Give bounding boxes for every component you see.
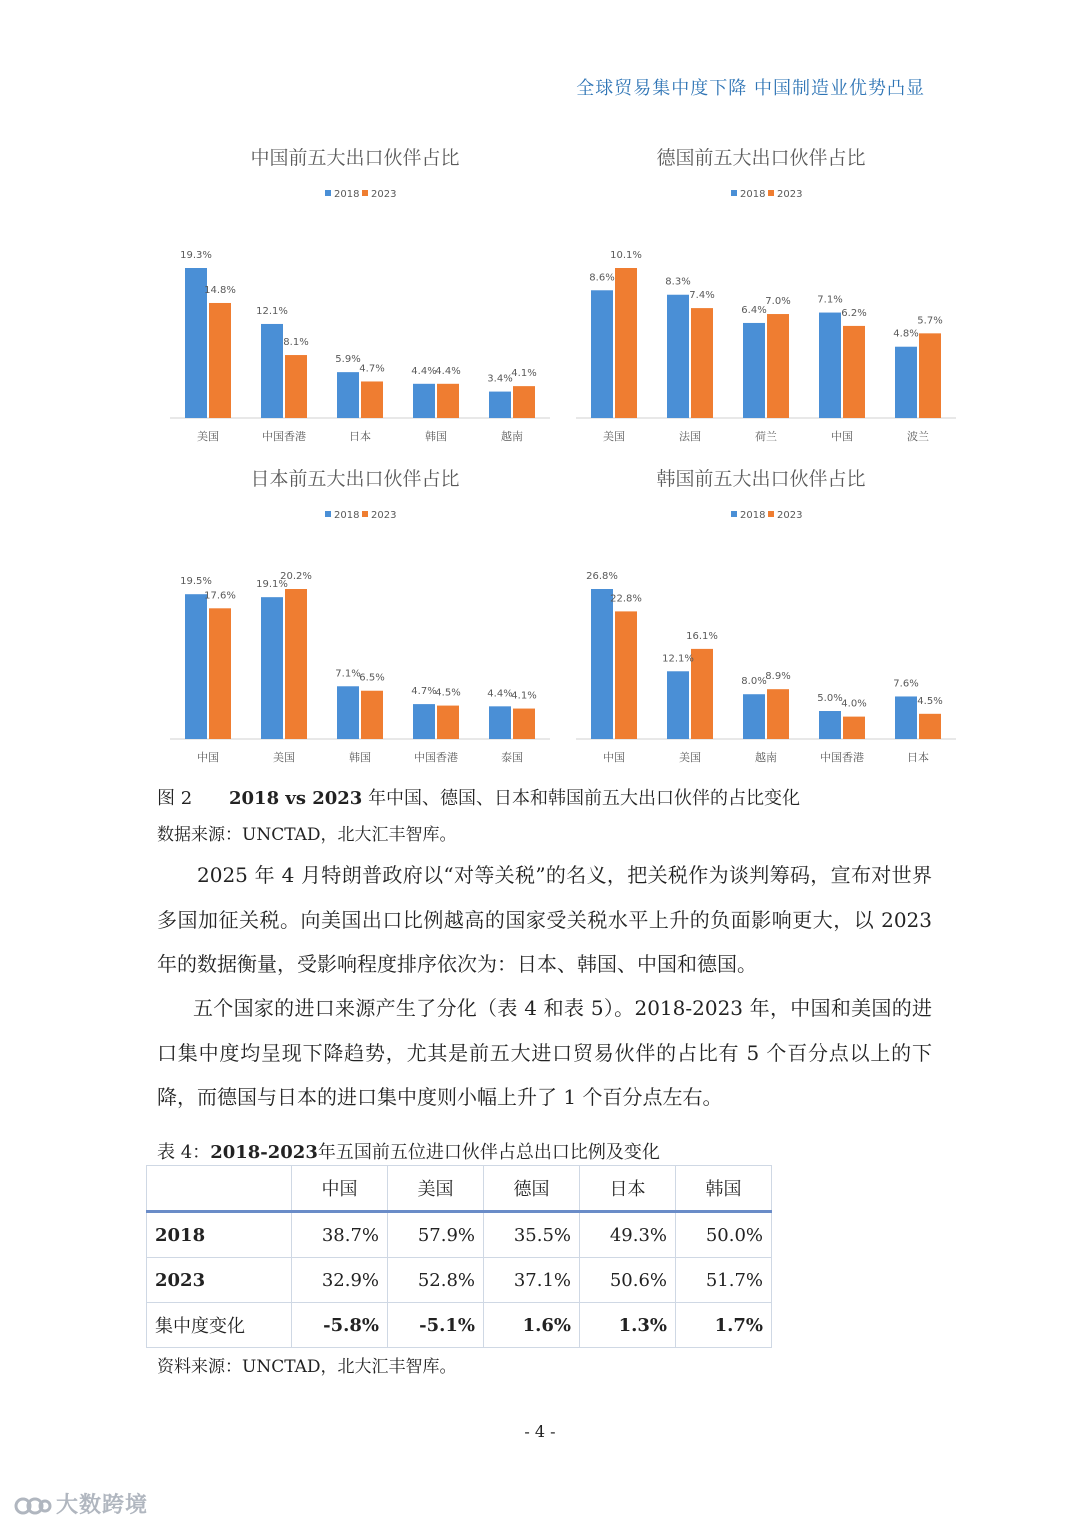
bar-2023	[691, 649, 713, 739]
table-caption-number: 表 4：	[157, 1142, 211, 1163]
watermark	[14, 1488, 148, 1519]
category-label: 中国香港	[414, 751, 458, 764]
category-label: 美国	[679, 751, 701, 764]
data-label-2018: 6.4%	[741, 304, 767, 316]
data-label-2018: 12.1%	[256, 305, 288, 317]
table-cell: 52.8%	[388, 1258, 484, 1303]
bar-2018	[895, 696, 917, 739]
bar-2023	[843, 717, 865, 739]
table-cell: 1.6%	[484, 1303, 580, 1348]
category-label: 泰国	[501, 751, 523, 764]
data-label-2018: 4.7%	[411, 686, 437, 698]
legend-label-2023: 2023	[371, 189, 397, 200]
table-header-cell	[147, 1166, 292, 1212]
chart-legend	[731, 510, 802, 521]
data-label-2023: 6.2%	[841, 307, 867, 319]
bar-2023	[767, 314, 789, 418]
table-cell: -5.1%	[388, 1303, 484, 1348]
data-label-2023: 8.1%	[283, 337, 309, 349]
figure-caption-bold: 2018 vs 2023	[229, 788, 363, 809]
bar-2023	[437, 706, 459, 739]
data-label-2023: 4.7%	[359, 363, 385, 375]
category-label: 中国	[831, 430, 853, 443]
bar-2018	[261, 597, 283, 739]
data-label-2018: 5.9%	[335, 354, 361, 366]
bar-2018	[667, 671, 689, 739]
bar-2023	[615, 268, 637, 418]
legend-swatch-2023	[768, 511, 774, 517]
table-caption-bold: 2018-2023	[210, 1142, 318, 1163]
table-source: 资料来源：UNCTAD，北大汇丰智库。	[157, 1357, 457, 1377]
legend-swatch-2018	[325, 511, 331, 517]
category-label: 中国	[197, 751, 219, 764]
paragraph-import-sources: 五个国家的进口来源产生了分化（表 4 和表 5）。2018-2023 年，中国和美国的进口集中度均呈现下降趋势，尤其是前五大进口贸易伙伴的占比有 5 个百分点以上的下降，而德国与日本的进口集中度则小幅上升了 1 个百分点左右。	[157, 996, 932, 1109]
chart-title: 中国前五大出口伙伴占比	[250, 147, 460, 169]
bar-2023	[513, 709, 535, 739]
bar-2023	[209, 303, 231, 418]
chart-legend	[731, 189, 802, 200]
figure-number: 图 2	[157, 788, 193, 809]
chart-korea-export-partners	[556, 456, 966, 776]
bar-2018	[489, 392, 511, 418]
table-row	[147, 1258, 772, 1303]
data-label-2023: 14.8%	[204, 284, 236, 296]
chart-germany-export-partners	[556, 135, 966, 455]
category-label: 美国	[603, 430, 625, 443]
bar-2023	[361, 381, 383, 418]
data-label-2023: 22.8%	[610, 593, 642, 605]
watermark-logo-icon	[14, 1495, 52, 1517]
data-label-2018: 3.4%	[487, 373, 513, 385]
data-label-2023: 7.4%	[689, 290, 715, 302]
bar-2023	[285, 355, 307, 418]
legend-swatch-2018	[731, 511, 737, 517]
bar-2018	[895, 347, 917, 418]
legend-label-2023: 2023	[777, 189, 803, 200]
table-row	[147, 1303, 772, 1348]
category-label: 日本	[907, 751, 929, 764]
table-cell: 32.9%	[292, 1258, 388, 1303]
chart-title: 日本前五大出口伙伴占比	[250, 468, 460, 490]
data-label-2023: 4.5%	[917, 695, 943, 707]
data-label-2023: 4.5%	[435, 687, 461, 699]
bar-2018	[743, 694, 765, 739]
data-label-2018: 4.4%	[487, 688, 513, 700]
table-cell: 37.1%	[484, 1258, 580, 1303]
legend-swatch-2023	[768, 190, 774, 196]
data-label-2018: 8.0%	[741, 676, 767, 688]
category-label: 美国	[197, 430, 219, 443]
bar-2018	[743, 323, 765, 418]
chart-china-export-partners	[150, 135, 560, 455]
category-label: 法国	[679, 430, 701, 443]
data-label-2023: 8.9%	[765, 671, 791, 683]
legend-label-2018: 2018	[334, 189, 360, 200]
table-header-cell: 美国	[388, 1166, 484, 1212]
watermark-text: 大数跨境	[56, 1493, 149, 1518]
data-label-2018: 4.4%	[411, 365, 437, 377]
category-label: 越南	[755, 751, 777, 764]
chart-svg	[556, 135, 966, 455]
table-header-cell: 德国	[484, 1166, 580, 1212]
bar-2023	[615, 611, 637, 739]
category-label: 中国香港	[820, 751, 864, 764]
chart-title: 韩国前五大出口伙伴占比	[656, 468, 866, 490]
bar-2018	[489, 706, 511, 739]
legend-label-2018: 2018	[334, 510, 360, 521]
data-label-2018: 8.3%	[665, 276, 691, 288]
page-number: - 4 -	[524, 1422, 556, 1441]
category-label: 越南	[501, 430, 523, 443]
data-label-2018: 19.3%	[180, 250, 212, 261]
bar-2023	[767, 689, 789, 739]
bar-2023	[843, 326, 865, 418]
category-label: 中国	[603, 751, 625, 764]
bar-2023	[437, 384, 459, 418]
table-row-label: 2018	[147, 1212, 292, 1258]
table-cell: 50.0%	[676, 1212, 772, 1258]
data-label-2018: 8.6%	[589, 272, 615, 284]
bar-2018	[667, 295, 689, 418]
bar-2018	[591, 589, 613, 739]
chart-legend	[325, 189, 396, 200]
table-cell: 38.7%	[292, 1212, 388, 1258]
bar-2023	[919, 333, 941, 418]
table-header-cell: 韩国	[676, 1166, 772, 1212]
data-label-2018: 19.1%	[256, 579, 288, 591]
paragraph-tariff: 2025 年 4 月特朗普政府以“对等关税”的名义，把关税作为谈判筹码，宣布对世界多国加征关税。向美国出口比例越高的国家受关税水平上升的负面影响更大，以 2023 年的数据衡量，受影响程度排序依次为：日本、韩国、中国和德国。	[157, 863, 932, 976]
data-label-2023: 4.1%	[511, 690, 537, 702]
category-label: 中国香港	[262, 430, 306, 443]
data-label-2023: 5.7%	[917, 315, 943, 327]
data-label-2018: 26.8%	[586, 571, 618, 582]
bar-2023	[691, 308, 713, 418]
data-label-2023: 4.0%	[841, 698, 867, 710]
category-label: 日本	[349, 430, 371, 443]
bar-2018	[337, 686, 359, 739]
table-cell: 1.3%	[580, 1303, 676, 1348]
figure-source: 数据来源：UNCTAD，北大汇丰智库。	[157, 825, 457, 845]
figure-caption	[157, 784, 800, 810]
table-header-cell: 中国	[292, 1166, 388, 1212]
bar-2018	[819, 711, 841, 739]
legend-label-2023: 2023	[371, 510, 397, 521]
chart-svg	[150, 456, 560, 776]
data-label-2023: 7.0%	[765, 296, 791, 308]
import-concentration-table	[146, 1165, 772, 1348]
legend-swatch-2018	[731, 190, 737, 196]
legend-label-2023: 2023	[777, 510, 803, 521]
data-label-2018: 12.1%	[662, 653, 694, 665]
data-label-2018: 7.1%	[817, 294, 843, 306]
legend-swatch-2018	[325, 190, 331, 196]
table-cell: 57.9%	[388, 1212, 484, 1258]
chart-svg	[150, 135, 560, 455]
data-label-2023: 16.1%	[686, 630, 718, 642]
data-label-2023: 6.5%	[359, 672, 385, 684]
legend-swatch-2023	[362, 511, 368, 517]
bar-2018	[261, 324, 283, 418]
bar-2018	[819, 313, 841, 418]
category-label: 波兰	[907, 430, 929, 443]
table-row-label: 集中度变化	[147, 1303, 292, 1348]
bar-2023	[285, 589, 307, 739]
chart-title: 德国前五大出口伙伴占比	[656, 147, 866, 169]
running-header: 全球贸易集中度下降 中国制造业优势凸显	[576, 78, 925, 99]
legend-label-2018: 2018	[740, 189, 766, 200]
chart-legend	[325, 510, 396, 521]
category-label: 韩国	[349, 751, 371, 764]
data-label-2018: 4.8%	[893, 328, 919, 340]
table-cell: -5.8%	[292, 1303, 388, 1348]
table-header-cell: 日本	[580, 1166, 676, 1212]
data-label-2018: 19.5%	[180, 576, 212, 588]
bar-2018	[337, 372, 359, 418]
legend-label-2018: 2018	[740, 510, 766, 521]
bar-2023	[361, 691, 383, 739]
table-cell: 49.3%	[580, 1212, 676, 1258]
table-row-label: 2023	[147, 1258, 292, 1303]
data-label-2023: 4.1%	[511, 368, 537, 380]
bar-2023	[919, 714, 941, 739]
category-label: 韩国	[425, 430, 447, 443]
bar-2018	[591, 290, 613, 418]
bar-2023	[513, 386, 535, 418]
data-label-2018: 7.1%	[335, 668, 361, 680]
table-cell: 35.5%	[484, 1212, 580, 1258]
data-label-2023: 10.1%	[610, 250, 642, 261]
bar-2023	[209, 608, 231, 739]
bar-2018	[413, 384, 435, 418]
bar-2018	[413, 704, 435, 739]
chart-svg	[556, 456, 966, 776]
data-label-2023: 17.6%	[204, 590, 236, 602]
legend-swatch-2023	[362, 190, 368, 196]
table-cell: 51.7%	[676, 1258, 772, 1303]
table-cell: 50.6%	[580, 1258, 676, 1303]
figure-caption-text: 年中国、德国、日本和韩国前五大出口伙伴的占比变化	[368, 788, 801, 809]
table-caption	[157, 1138, 660, 1164]
data-label-2023: 4.4%	[435, 365, 461, 377]
data-label-2018: 7.6%	[893, 678, 919, 690]
category-label: 美国	[273, 751, 295, 764]
data-label-2023: 20.2%	[280, 571, 312, 582]
table-cell: 1.7%	[676, 1303, 772, 1348]
table-row	[147, 1212, 772, 1258]
chart-japan-export-partners	[150, 456, 560, 776]
table-caption-text: 年五国前五位进口伙伴占总出口比例及变化	[317, 1142, 660, 1163]
category-label: 荷兰	[755, 430, 777, 443]
bar-2018	[185, 594, 207, 739]
data-label-2018: 5.0%	[817, 693, 843, 705]
table-header-row	[147, 1166, 772, 1212]
